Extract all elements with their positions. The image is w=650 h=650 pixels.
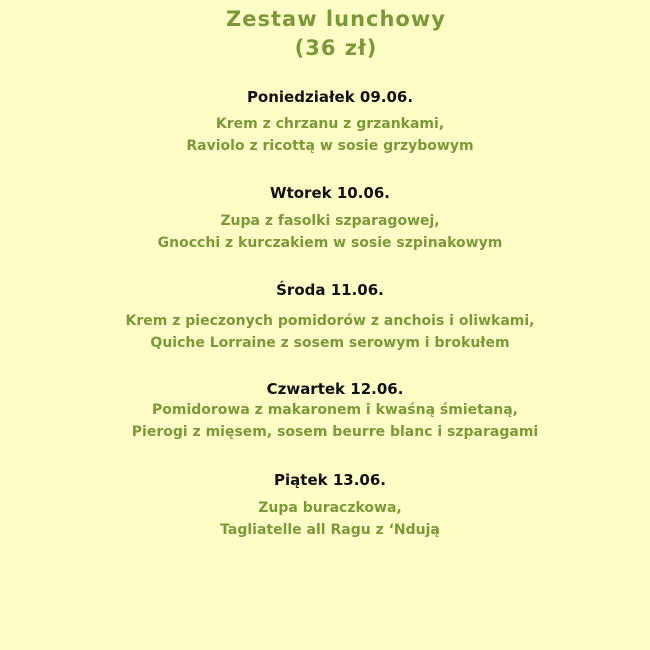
- soup-item: Krem z chrzanu z grzankami,: [215, 116, 445, 132]
- day-monday: [5, 87, 650, 157]
- day-tuesday: [5, 183, 650, 254]
- day-title: Piątek 13.06.: [274, 471, 386, 489]
- main-dish-item: Pierogi z mięsem, sosem beurre blanc i szparagami: [131, 424, 539, 440]
- main-dish-item: Quiche Lorraine z sosem serowym i brokułem: [150, 335, 510, 351]
- main-dish-item: Gnocchi z kurczakiem w sosie szpinakowym: [157, 235, 503, 251]
- main-dish-item: Tagliatelle all Ragu z ‘Ndują: [220, 522, 440, 538]
- soup-item: Zupa z fasolki szparagowej,: [220, 213, 440, 229]
- day-friday: [5, 470, 650, 541]
- day-title: Czwartek 12.06.: [266, 380, 404, 398]
- day-title: Środa 11.06.: [276, 281, 384, 299]
- soup-item: Zupa buraczkowa,: [258, 500, 402, 516]
- soup-item: Pomidorowa z makaronem i kwaśną śmietaną,: [151, 402, 519, 418]
- main-dish-item: Raviolo z ricottą w sosie grzybowym: [186, 138, 474, 154]
- menu-price: (36 zł): [294, 36, 378, 60]
- soup-item: Krem z pieczonych pomidorów z anchois i oliwkami,: [125, 313, 535, 329]
- menu-title: Zestaw lunchowy: [226, 7, 446, 31]
- day-thursday: [10, 379, 650, 443]
- day-title: Poniedziałek 09.06.: [246, 88, 414, 106]
- day-wednesday: [5, 280, 650, 354]
- day-title: Wtorek 10.06.: [270, 184, 390, 202]
